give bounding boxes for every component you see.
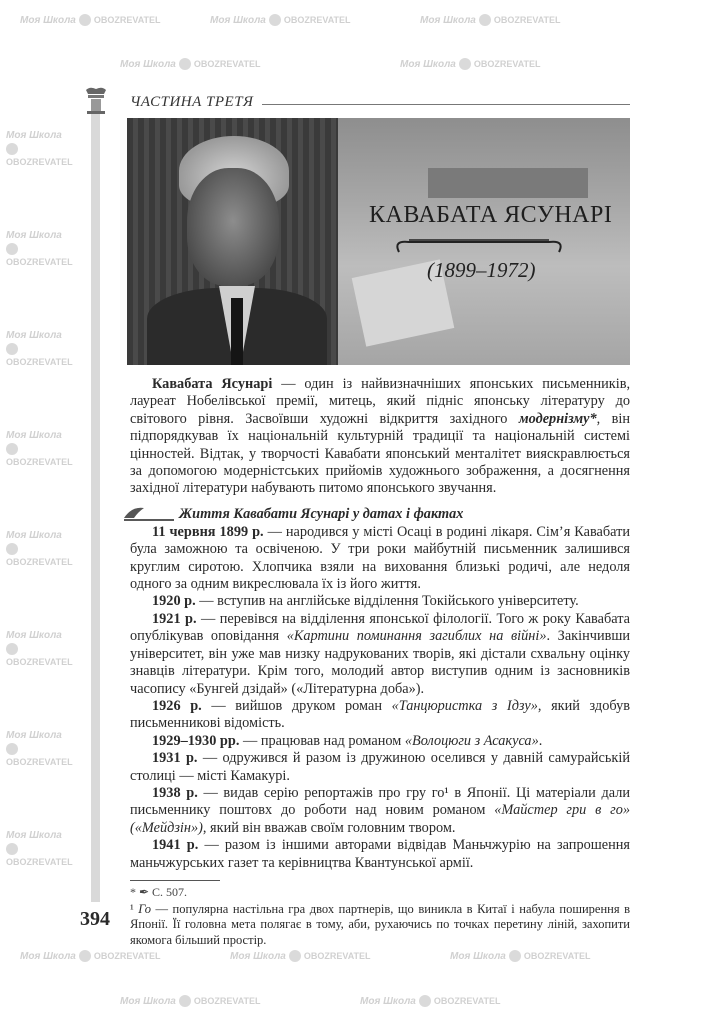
watermark-school: Моя Школа [360, 996, 416, 1007]
watermark-school: Моя Школа [400, 59, 456, 70]
obozrevatel-logo-icon [289, 950, 301, 962]
fact-date: 1921 р. [152, 610, 197, 627]
watermark-school: Моя Школа [6, 830, 62, 841]
fact-text: — одружився й разом із дружиною оселився у давній самурайській столиці — місті Камакурі. [130, 750, 630, 784]
fact-entry [130, 785, 630, 837]
column-capital-icon [84, 86, 108, 114]
author-portrait [127, 118, 338, 365]
intro-paragraph [130, 376, 630, 498]
margin-column-bar [91, 112, 100, 902]
fact-work-title: «Танцюристка з Ідзу» [391, 697, 538, 714]
author-life-dates: (1899–1972) [427, 258, 536, 282]
watermark-brand: OBOZREVATEL [303, 951, 371, 961]
watermark [210, 14, 351, 27]
fact-date: 1938 р. [152, 784, 198, 801]
footnote-go [130, 902, 630, 949]
section-heading [122, 504, 630, 524]
main-text-column [130, 376, 630, 948]
obozrevatel-logo-icon [179, 995, 191, 1007]
fact-date: 1926 р. [152, 697, 202, 714]
watermark [6, 330, 73, 368]
watermark [420, 14, 561, 27]
footnote-term: Го [138, 901, 151, 916]
watermark [6, 530, 73, 568]
fact-entry [130, 750, 630, 785]
obozrevatel-logo-icon [6, 243, 18, 255]
watermark-school: Моя Школа [6, 530, 62, 541]
fact-entry [130, 733, 630, 750]
section-title: Життя Кавабати Ясунарі у датах і фактах [179, 505, 464, 522]
watermark-brand: OBOZREVATEL [6, 557, 73, 567]
fact-text: — працював над романом [239, 732, 405, 749]
footnote-mark: ¹ [130, 901, 139, 916]
obozrevatel-logo-icon [509, 950, 521, 962]
obozrevatel-logo-icon [179, 58, 191, 70]
obozrevatel-logo-icon [6, 443, 18, 455]
obozrevatel-logo-icon [6, 743, 18, 755]
fact-work-title: «Картини поминання загиблих на війні» [286, 628, 547, 645]
obozrevatel-logo-icon [6, 143, 18, 155]
obozrevatel-logo-icon [459, 58, 471, 70]
header-rule [262, 104, 630, 105]
footnote-text: — популярна настільна гра двох партнерів, що виникла в Китаї і набула поширення в Японії. Її головна мета полягає в тому, аби, рухаючись по точках перетину ліній, захопити якомога більший простір. [130, 901, 631, 947]
watermark [20, 14, 161, 27]
fact-date: 1941 р. [152, 837, 199, 854]
fact-work-title: «Волоцюги з Асакуса» [404, 732, 539, 749]
fact-work-title: «Майстер гри в го» («Мейдзін») [130, 802, 630, 836]
fact-text: — вийшов друком роман [201, 697, 392, 714]
fact-entry [130, 611, 630, 698]
watermark-brand: OBOZREVATEL [493, 15, 561, 25]
watermark [6, 630, 73, 668]
watermark [6, 730, 73, 768]
watermark [360, 995, 501, 1008]
watermark [6, 830, 73, 868]
fact-entry [130, 593, 630, 610]
fact-text: — видав серію репортажів про гру го¹ в Японії. Ці матеріали дали письменнику поштовх до роботи над новим романом [130, 784, 630, 819]
obozrevatel-logo-icon [6, 843, 18, 855]
watermark-brand: OBOZREVATEL [193, 996, 261, 1006]
part-title: ЧАСТИНА ТРЕТЯ [130, 94, 254, 110]
intro-text: — один із найвизначніших японських письменників, лауреат Нобелівської премії, митець, який підніс японську літературу до світового рівня. Засвоївши художні відкриття західного [130, 376, 631, 427]
watermark-school: Моя Школа [20, 15, 76, 26]
watermark-brand: OBOZREVATEL [6, 257, 73, 267]
watermark-school: Моя Школа [20, 951, 76, 962]
watermark-school: Моя Школа [6, 330, 62, 341]
fact-date: 1931 р. [152, 750, 198, 767]
obozrevatel-logo-icon [79, 14, 91, 26]
obozrevatel-logo-icon [6, 643, 18, 655]
watermark-brand: OBOZREVATEL [6, 357, 73, 367]
watermark [230, 950, 371, 963]
watermark-brand: OBOZREVATEL [6, 457, 73, 467]
biography-facts [130, 524, 630, 872]
obozrevatel-logo-icon [6, 543, 18, 555]
obozrevatel-logo-icon [269, 14, 281, 26]
watermark-school: Моя Школа [6, 130, 62, 141]
fact-entry [130, 524, 630, 594]
fact-text-tail: , який здобув письменникові відомість. [130, 697, 630, 732]
term-modernism[interactable]: модернізму* [518, 410, 597, 427]
watermark-brand: OBOZREVATEL [433, 996, 501, 1006]
intro-text: , він підпорядкував їх національній культурній традиції та національній системі цінностей. Відтак, у творчості Кавабати японський менталітет вияскравлюється за допомогою модерністських прийомів художнього зображення, а досягнення західної літератури набувають питомо японського звучання. [130, 410, 630, 497]
author-banner [127, 118, 630, 365]
watermark [6, 130, 73, 168]
footnote-rule [130, 880, 220, 881]
obozrevatel-logo-icon [419, 995, 431, 1007]
fact-date: 1920 р. [152, 593, 196, 610]
watermark-brand: OBOZREVATEL [6, 757, 73, 767]
watermark-school: Моя Школа [6, 230, 62, 241]
obozrevatel-logo-icon [79, 950, 91, 962]
watermark-brand: OBOZREVATEL [6, 157, 73, 167]
watermark-school: Моя Школа [6, 630, 62, 641]
fact-text: — народився у місті Осаці в родині лікаря. Сім’я Кавабати була заможною та освіченою. У три роки майбутній письменник залишився круглим сиротою. Хлопчика взяли на виховання близькі родичі, але недоля одного за одним викреслювала їх із його життя. [130, 523, 631, 593]
fact-text-tail: , який він вважав своїм головним твором. [202, 819, 456, 836]
watermark [6, 430, 73, 468]
watermark-school: Моя Школа [120, 59, 176, 70]
watermark-brand: OBOZREVATEL [93, 15, 161, 25]
watermark-school: Моя Школа [6, 730, 62, 741]
watermark-school: Моя Школа [210, 15, 266, 26]
watermark-school: Моя Школа [450, 951, 506, 962]
intro-author-name: Кавабата Ясунарі [152, 376, 273, 392]
watermark [450, 950, 591, 963]
author-name-title: КАВАБАТА ЯСУНАРІ [369, 202, 613, 228]
watermark-brand: OBOZREVATEL [6, 657, 73, 667]
footnote-reference[interactable]: * ✒ С. 507. [130, 884, 188, 899]
watermark-brand: OBOZREVATEL [93, 951, 161, 961]
watermark [120, 58, 261, 71]
watermark-brand: OBOZREVATEL [473, 59, 541, 69]
fact-text-tail: . Закінчивши університет, він уже мав низку надрукованих творів, які дістали схвальну оцінку знавців літератури. Крім того, молодий автор виступив одним із засновників часопису «Бунгей дзідай» («Літературна доба»). [130, 628, 631, 697]
fact-date: 11 червня 1899 р. [152, 523, 264, 540]
fact-text-tail: . [538, 732, 543, 749]
watermark-school: Моя Школа [420, 15, 476, 26]
fact-text: — разом із іншими авторами відвідав Маньчжурію на запрошення маньчжурських газет та керівництва Квантунської армії. [130, 837, 630, 871]
watermark [120, 995, 261, 1008]
watermark [20, 950, 161, 963]
fact-text: — вступив на англійське відділення Токійського університету. [195, 593, 579, 610]
watermark-school: Моя Школа [6, 430, 62, 441]
fact-date: 1929–1930 рр. [152, 732, 240, 749]
page-number: 394 [80, 908, 110, 930]
quill-pen-icon [122, 504, 174, 522]
watermark-brand: OBOZREVATEL [193, 59, 261, 69]
watermark-school: Моя Школа [120, 996, 176, 1007]
watermark [6, 230, 73, 268]
fact-text: — перевівся на відділення японської філології. Того ж року Кавабата опублікував оповідання [130, 610, 630, 645]
watermark-brand: OBOZREVATEL [6, 857, 73, 867]
ornament-swash-icon [389, 234, 569, 256]
fact-entry [130, 837, 630, 872]
obozrevatel-logo-icon [6, 343, 18, 355]
watermark [400, 58, 541, 71]
fact-entry [130, 698, 630, 733]
watermark-brand: OBOZREVATEL [283, 15, 351, 25]
watermark-school: Моя Школа [230, 951, 286, 962]
obozrevatel-logo-icon [479, 14, 491, 26]
watermark-brand: OBOZREVATEL [523, 951, 591, 961]
